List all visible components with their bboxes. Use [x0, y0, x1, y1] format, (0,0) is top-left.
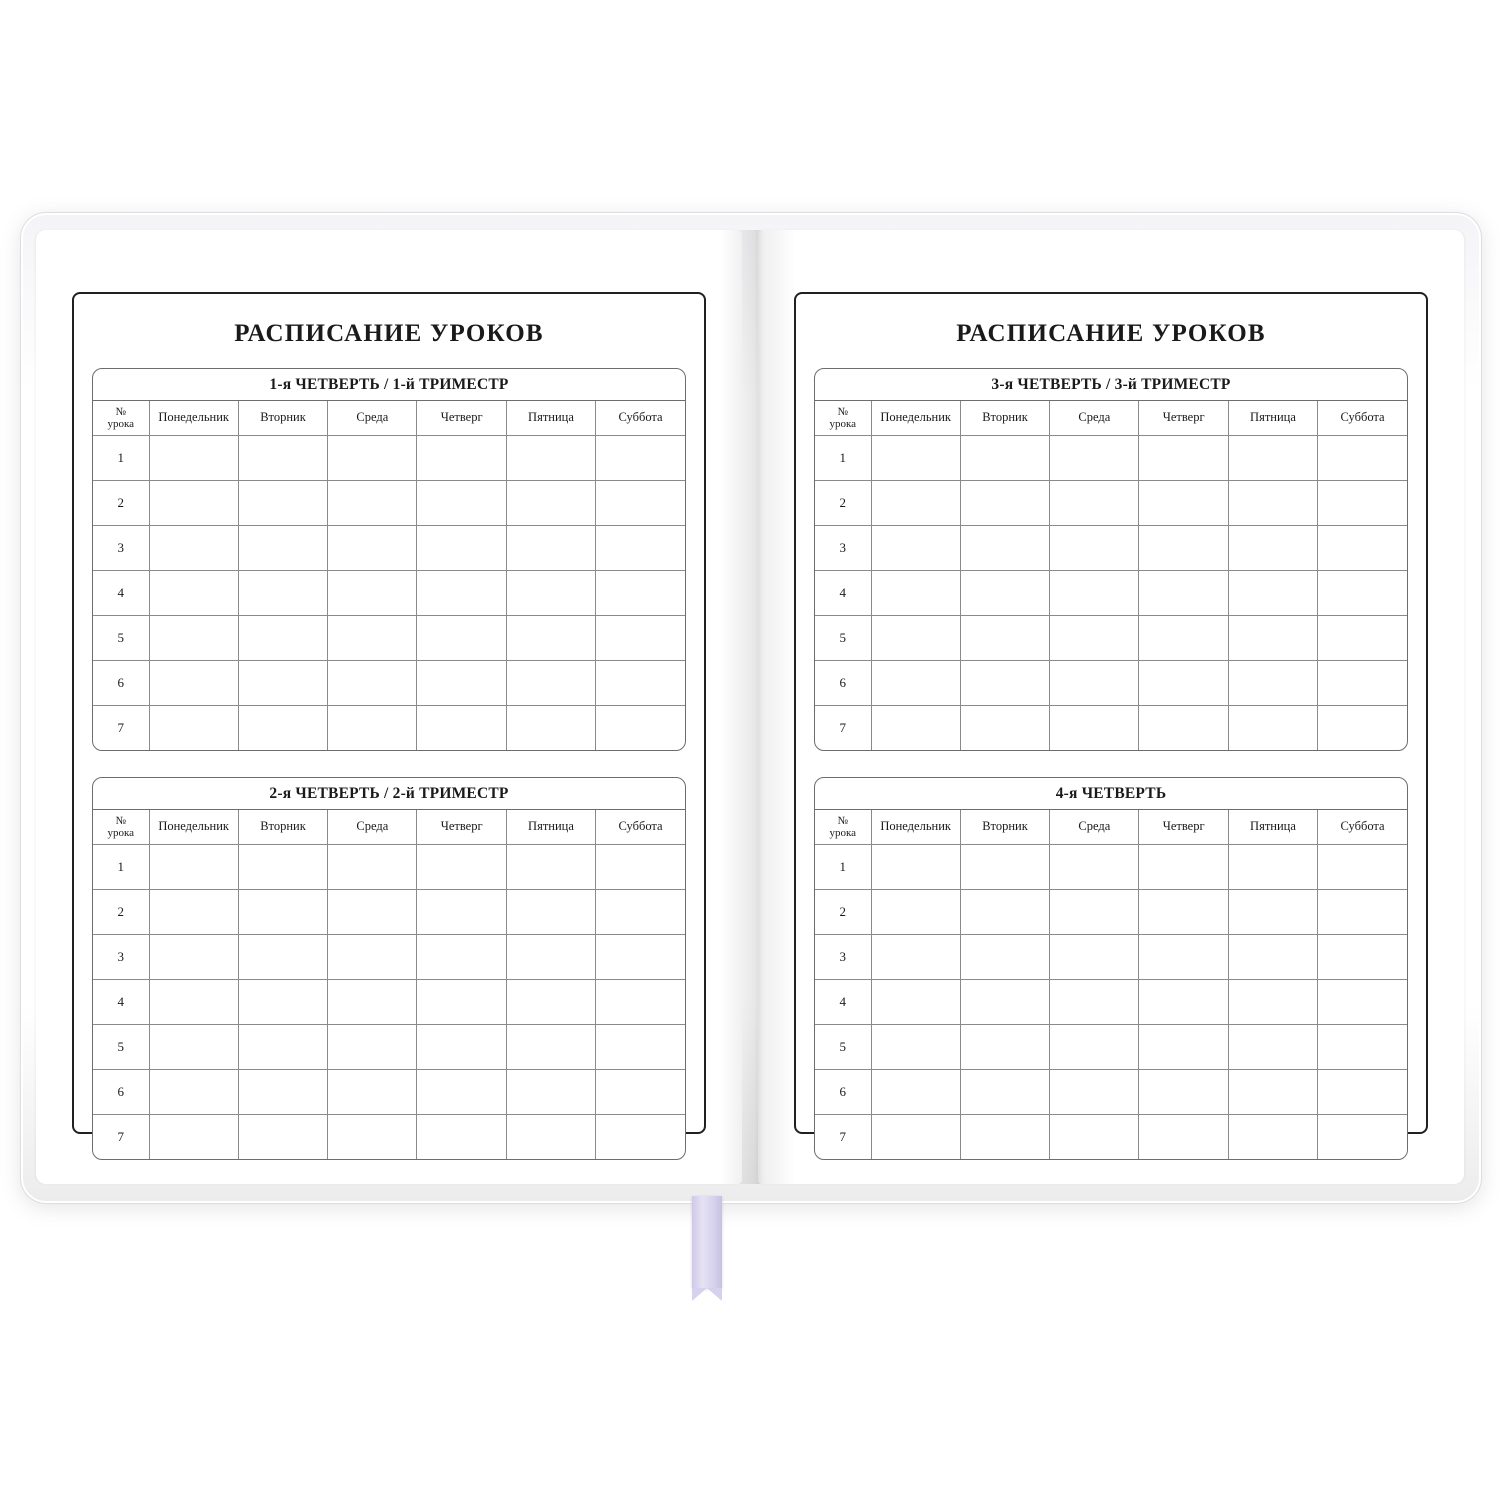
column-header-tuesday: Вторник	[238, 810, 327, 845]
open-diary	[20, 212, 1480, 1202]
schedule-cell[interactable]	[328, 526, 417, 571]
schedule-cell[interactable]	[596, 1025, 685, 1070]
table-row	[815, 661, 1407, 706]
schedule-cell[interactable]	[506, 845, 595, 890]
schedule-cell[interactable]	[1050, 1070, 1139, 1115]
schedule-cell[interactable]	[1318, 571, 1407, 616]
schedule-cell[interactable]	[328, 935, 417, 980]
schedule-cell[interactable]	[1050, 935, 1139, 980]
row-number: 5	[93, 1025, 149, 1070]
schedule-cell[interactable]	[1139, 571, 1228, 616]
table-row	[815, 706, 1407, 751]
table-row	[93, 661, 685, 706]
table-row	[815, 1070, 1407, 1115]
row-number: 4	[815, 571, 871, 616]
column-header-tuesday: Вторник	[960, 810, 1049, 845]
schedule-cell[interactable]	[149, 845, 238, 890]
row-number: 6	[93, 1070, 149, 1115]
schedule-cell[interactable]	[1139, 706, 1228, 751]
schedule-cell[interactable]	[871, 1070, 960, 1115]
schedule-cell[interactable]	[1318, 1025, 1407, 1070]
schedule-cell[interactable]	[328, 661, 417, 706]
table-row	[93, 935, 685, 980]
schedule-cell[interactable]	[1050, 890, 1139, 935]
schedule-cell[interactable]	[238, 616, 327, 661]
schedule-cell[interactable]	[417, 481, 506, 526]
schedule-cell[interactable]	[1228, 661, 1317, 706]
schedule-block-quarter-2	[92, 777, 686, 1160]
row-number: 3	[93, 526, 149, 571]
table-row	[815, 890, 1407, 935]
schedule-cell[interactable]	[1139, 436, 1228, 481]
schedule-cell[interactable]	[1139, 661, 1228, 706]
column-header-friday: Пятница	[1228, 401, 1317, 436]
schedule-cell[interactable]	[1050, 436, 1139, 481]
schedule-cell[interactable]	[417, 661, 506, 706]
row-number: 6	[815, 661, 871, 706]
schedule-cell[interactable]	[149, 1070, 238, 1115]
schedule-cell[interactable]	[238, 890, 327, 935]
row-number: 4	[93, 571, 149, 616]
table-row	[815, 571, 1407, 616]
table-row	[815, 1025, 1407, 1070]
right-page-frame	[794, 292, 1428, 1144]
schedule-cell[interactable]	[596, 526, 685, 571]
schedule-cell[interactable]	[149, 706, 238, 751]
column-header-saturday: Суббота	[596, 401, 685, 436]
schedule-cell[interactable]	[1228, 1070, 1317, 1115]
schedule-cell[interactable]	[596, 436, 685, 481]
schedule-cell[interactable]	[238, 845, 327, 890]
table-row	[93, 706, 685, 751]
row-number: 6	[815, 1070, 871, 1115]
schedule-cell[interactable]	[596, 1070, 685, 1115]
row-number: 4	[815, 980, 871, 1025]
table-row	[93, 616, 685, 661]
column-header-wednesday: Среда	[328, 401, 417, 436]
schedule-cell[interactable]	[417, 436, 506, 481]
schedule-cell[interactable]	[1318, 481, 1407, 526]
column-header-saturday: Суббота	[1318, 810, 1407, 845]
schedule-cell[interactable]	[960, 616, 1049, 661]
schedule-cell[interactable]	[960, 436, 1049, 481]
column-header-thursday: Четверг	[417, 401, 506, 436]
schedule-cell[interactable]	[1318, 436, 1407, 481]
schedule-cell[interactable]	[1228, 436, 1317, 481]
column-header-wednesday: Среда	[328, 810, 417, 845]
column-header-tuesday: Вторник	[238, 401, 327, 436]
schedule-cell[interactable]	[506, 706, 595, 751]
schedule-cell[interactable]	[1318, 845, 1407, 890]
schedule-cell[interactable]	[960, 1115, 1049, 1160]
schedule-cell[interactable]	[417, 1115, 506, 1160]
schedule-cell[interactable]	[506, 980, 595, 1025]
schedule-cell[interactable]	[1228, 890, 1317, 935]
table-row	[93, 1070, 685, 1115]
column-header-saturday: Суббота	[596, 810, 685, 845]
schedule-cell[interactable]	[149, 436, 238, 481]
schedule-cell[interactable]	[1139, 1115, 1228, 1160]
table-row	[93, 526, 685, 571]
schedule-cell[interactable]	[1139, 481, 1228, 526]
schedule-cell[interactable]	[871, 890, 960, 935]
row-number: 7	[93, 1115, 149, 1160]
schedule-cell[interactable]	[960, 481, 1049, 526]
schedule-cell[interactable]	[1139, 935, 1228, 980]
schedule-block-quarter-4	[814, 777, 1408, 1160]
schedule-table	[93, 401, 685, 750]
schedule-cell[interactable]	[871, 526, 960, 571]
schedule-cell[interactable]	[960, 1025, 1049, 1070]
schedule-cell[interactable]	[1050, 706, 1139, 751]
schedule-cell[interactable]	[506, 616, 595, 661]
schedule-cell[interactable]	[417, 526, 506, 571]
row-number: 5	[93, 616, 149, 661]
row-number: 2	[815, 481, 871, 526]
row-number: 4	[93, 980, 149, 1025]
schedule-cell[interactable]	[1228, 616, 1317, 661]
schedule-cell[interactable]	[238, 935, 327, 980]
schedule-cell[interactable]	[1050, 526, 1139, 571]
table-row	[815, 481, 1407, 526]
table-row	[93, 1025, 685, 1070]
column-header-thursday: Четверг	[1139, 401, 1228, 436]
schedule-cell[interactable]	[596, 616, 685, 661]
schedule-cell[interactable]	[960, 706, 1049, 751]
schedule-cell[interactable]	[1139, 526, 1228, 571]
table-row	[815, 436, 1407, 481]
row-number: 1	[93, 845, 149, 890]
schedule-cell[interactable]	[1228, 845, 1317, 890]
table-row	[815, 616, 1407, 661]
row-number: 5	[815, 616, 871, 661]
table-row	[815, 980, 1407, 1025]
schedule-cell[interactable]	[506, 481, 595, 526]
schedule-cell[interactable]	[506, 571, 595, 616]
column-header-friday: Пятница	[506, 401, 595, 436]
schedule-cell[interactable]	[1139, 980, 1228, 1025]
schedule-cell[interactable]	[1318, 616, 1407, 661]
schedule-cell[interactable]	[328, 980, 417, 1025]
column-header-wednesday: Среда	[1050, 810, 1139, 845]
schedule-cell[interactable]	[328, 1115, 417, 1160]
row-number: 7	[815, 1115, 871, 1160]
schedule-cell[interactable]	[960, 845, 1049, 890]
schedule-cell[interactable]	[1050, 481, 1139, 526]
schedule-table	[815, 810, 1407, 1159]
schedule-cell[interactable]	[506, 526, 595, 571]
table-row	[93, 436, 685, 481]
schedule-cell[interactable]	[1139, 616, 1228, 661]
schedule-cell[interactable]	[596, 935, 685, 980]
schedule-cell[interactable]	[417, 890, 506, 935]
schedule-cell[interactable]	[596, 1115, 685, 1160]
schedule-cell[interactable]	[238, 1115, 327, 1160]
schedule-cell[interactable]	[328, 571, 417, 616]
table-row	[93, 890, 685, 935]
schedule-table	[815, 401, 1407, 750]
schedule-cell[interactable]	[871, 616, 960, 661]
row-number: 3	[815, 935, 871, 980]
schedule-cell[interactable]	[238, 571, 327, 616]
schedule-cell[interactable]	[871, 1025, 960, 1070]
diary-right-page	[758, 230, 1464, 1184]
schedule-cell[interactable]	[149, 935, 238, 980]
schedule-cell[interactable]	[238, 526, 327, 571]
column-header-monday: Понедельник	[149, 810, 238, 845]
schedule-cell[interactable]	[871, 571, 960, 616]
table-row	[93, 481, 685, 526]
column-header-monday: Понедельник	[149, 401, 238, 436]
schedule-cell[interactable]	[1228, 706, 1317, 751]
table-row	[93, 1115, 685, 1160]
schedule-cell[interactable]	[1139, 890, 1228, 935]
row-number: 2	[815, 890, 871, 935]
schedule-cell[interactable]	[149, 571, 238, 616]
schedule-cell[interactable]	[871, 1115, 960, 1160]
row-number: 2	[93, 481, 149, 526]
schedule-cell[interactable]	[960, 526, 1049, 571]
row-number: 5	[815, 1025, 871, 1070]
schedule-cell[interactable]	[871, 481, 960, 526]
schedule-cell[interactable]	[417, 706, 506, 751]
schedule-cell[interactable]	[1318, 980, 1407, 1025]
table-row	[815, 1115, 1407, 1160]
schedule-cell[interactable]	[596, 980, 685, 1025]
schedule-cell[interactable]	[149, 1025, 238, 1070]
schedule-cell[interactable]	[1318, 661, 1407, 706]
schedule-cell[interactable]	[1318, 935, 1407, 980]
schedule-cell[interactable]	[871, 436, 960, 481]
schedule-cell[interactable]	[238, 481, 327, 526]
schedule-cell[interactable]	[506, 661, 595, 706]
schedule-cell[interactable]	[417, 1070, 506, 1115]
schedule-cell[interactable]	[596, 481, 685, 526]
schedule-cell[interactable]	[1050, 1025, 1139, 1070]
schedule-cell[interactable]	[1318, 706, 1407, 751]
schedule-cell[interactable]	[960, 661, 1049, 706]
left-page-frame	[72, 292, 706, 1144]
schedule-cell[interactable]	[506, 1115, 595, 1160]
table-row	[815, 845, 1407, 890]
schedule-cell[interactable]	[328, 1070, 417, 1115]
schedule-cell[interactable]	[238, 706, 327, 751]
schedule-cell[interactable]	[1228, 980, 1317, 1025]
column-header-monday: Понедельник	[871, 401, 960, 436]
schedule-cell[interactable]	[506, 436, 595, 481]
schedule-block-quarter-1	[92, 368, 686, 751]
column-header-friday: Пятница	[1228, 810, 1317, 845]
schedule-cell[interactable]	[1228, 1025, 1317, 1070]
schedule-cell[interactable]	[328, 706, 417, 751]
row-number: 3	[93, 935, 149, 980]
schedule-cell[interactable]	[871, 935, 960, 980]
schedule-cell[interactable]	[871, 845, 960, 890]
schedule-cell[interactable]	[238, 436, 327, 481]
schedule-cell[interactable]	[328, 616, 417, 661]
column-header-tuesday: Вторник	[960, 401, 1049, 436]
column-header-monday: Понедельник	[871, 810, 960, 845]
table-row	[93, 980, 685, 1025]
schedule-cell[interactable]	[149, 616, 238, 661]
column-header-lesson-number: № урока	[815, 810, 871, 845]
row-number: 3	[815, 526, 871, 571]
schedule-cell[interactable]	[328, 1025, 417, 1070]
table-header-row	[815, 810, 1407, 845]
schedule-block-title: 2-я ЧЕТВЕРТЬ / 2-й ТРИМЕСТР	[93, 778, 685, 810]
schedule-cell[interactable]	[149, 526, 238, 571]
schedule-cell[interactable]	[506, 890, 595, 935]
column-header-saturday: Суббота	[1318, 401, 1407, 436]
schedule-cell[interactable]	[1228, 526, 1317, 571]
schedule-cell[interactable]	[871, 661, 960, 706]
schedule-cell[interactable]	[238, 980, 327, 1025]
schedule-cell[interactable]	[1139, 1070, 1228, 1115]
schedule-cell[interactable]	[1050, 616, 1139, 661]
schedule-cell[interactable]	[1228, 571, 1317, 616]
schedule-cell[interactable]	[596, 845, 685, 890]
schedule-cell[interactable]	[328, 845, 417, 890]
schedule-table	[93, 810, 685, 1159]
row-number: 1	[815, 436, 871, 481]
schedule-cell[interactable]	[328, 481, 417, 526]
row-number: 2	[93, 890, 149, 935]
schedule-cell[interactable]	[506, 1070, 595, 1115]
schedule-cell[interactable]	[960, 980, 1049, 1025]
column-header-wednesday: Среда	[1050, 401, 1139, 436]
schedule-cell[interactable]	[596, 706, 685, 751]
schedule-cell[interactable]	[1228, 481, 1317, 526]
schedule-cell[interactable]	[1228, 1115, 1317, 1160]
schedule-cell[interactable]	[1050, 845, 1139, 890]
schedule-cell[interactable]	[960, 935, 1049, 980]
schedule-cell[interactable]	[1050, 571, 1139, 616]
schedule-cell[interactable]	[871, 980, 960, 1025]
schedule-cell[interactable]	[1318, 890, 1407, 935]
schedule-cell[interactable]	[417, 935, 506, 980]
schedule-cell[interactable]	[960, 571, 1049, 616]
schedule-cell[interactable]	[149, 661, 238, 706]
schedule-block-title: 1-я ЧЕТВЕРТЬ / 1-й ТРИМЕСТР	[93, 369, 685, 401]
table-header-row	[815, 401, 1407, 436]
table-row	[815, 526, 1407, 571]
column-header-thursday: Четверг	[1139, 810, 1228, 845]
schedule-cell[interactable]	[417, 571, 506, 616]
table-row	[93, 571, 685, 616]
row-number: 1	[93, 436, 149, 481]
schedule-cell[interactable]	[417, 980, 506, 1025]
schedule-cell[interactable]	[596, 571, 685, 616]
schedule-cell[interactable]	[1050, 980, 1139, 1025]
page-title: РАСПИСАНИЕ УРОКОВ	[234, 320, 544, 347]
ribbon-bookmark	[692, 1196, 722, 1288]
schedule-cell[interactable]	[596, 661, 685, 706]
schedule-cell[interactable]	[1139, 1025, 1228, 1070]
table-row	[815, 935, 1407, 980]
column-header-friday: Пятница	[506, 810, 595, 845]
schedule-cell[interactable]	[1139, 845, 1228, 890]
schedule-cell[interactable]	[960, 890, 1049, 935]
schedule-block-quarter-3	[814, 368, 1408, 751]
schedule-cell[interactable]	[149, 890, 238, 935]
schedule-cell[interactable]	[417, 845, 506, 890]
row-number: 7	[815, 706, 871, 751]
schedule-block-title: 3-я ЧЕТВЕРТЬ / 3-й ТРИМЕСТР	[815, 369, 1407, 401]
column-header-lesson-number: № урока	[815, 401, 871, 436]
diary-left-page	[36, 230, 742, 1184]
table-header-row	[93, 401, 685, 436]
row-number: 1	[815, 845, 871, 890]
schedule-cell[interactable]	[1318, 1115, 1407, 1160]
column-header-lesson-number: № урока	[93, 810, 149, 845]
schedule-cell[interactable]	[871, 706, 960, 751]
schedule-cell[interactable]	[149, 980, 238, 1025]
schedule-cell[interactable]	[149, 481, 238, 526]
schedule-cell[interactable]	[328, 890, 417, 935]
schedule-cell[interactable]	[417, 616, 506, 661]
schedule-cell[interactable]	[238, 1070, 327, 1115]
column-header-thursday: Четверг	[417, 810, 506, 845]
schedule-cell[interactable]	[1050, 661, 1139, 706]
schedule-cell[interactable]	[1050, 1115, 1139, 1160]
schedule-cell[interactable]	[238, 661, 327, 706]
schedule-cell[interactable]	[1318, 526, 1407, 571]
schedule-cell[interactable]	[596, 890, 685, 935]
schedule-cell[interactable]	[960, 1070, 1049, 1115]
table-header-row	[93, 810, 685, 845]
schedule-cell[interactable]	[238, 1025, 327, 1070]
schedule-block-title: 4-я ЧЕТВЕРТЬ	[815, 778, 1407, 810]
page-title: РАСПИСАНИЕ УРОКОВ	[956, 320, 1266, 347]
schedule-cell[interactable]	[417, 1025, 506, 1070]
column-header-lesson-number: № урока	[93, 401, 149, 436]
schedule-cell[interactable]	[328, 436, 417, 481]
schedule-cell[interactable]	[1228, 935, 1317, 980]
row-number: 6	[93, 661, 149, 706]
row-number: 7	[93, 706, 149, 751]
schedule-cell[interactable]	[1318, 1070, 1407, 1115]
schedule-cell[interactable]	[506, 935, 595, 980]
schedule-cell[interactable]	[506, 1025, 595, 1070]
table-row	[93, 845, 685, 890]
schedule-cell[interactable]	[149, 1115, 238, 1160]
